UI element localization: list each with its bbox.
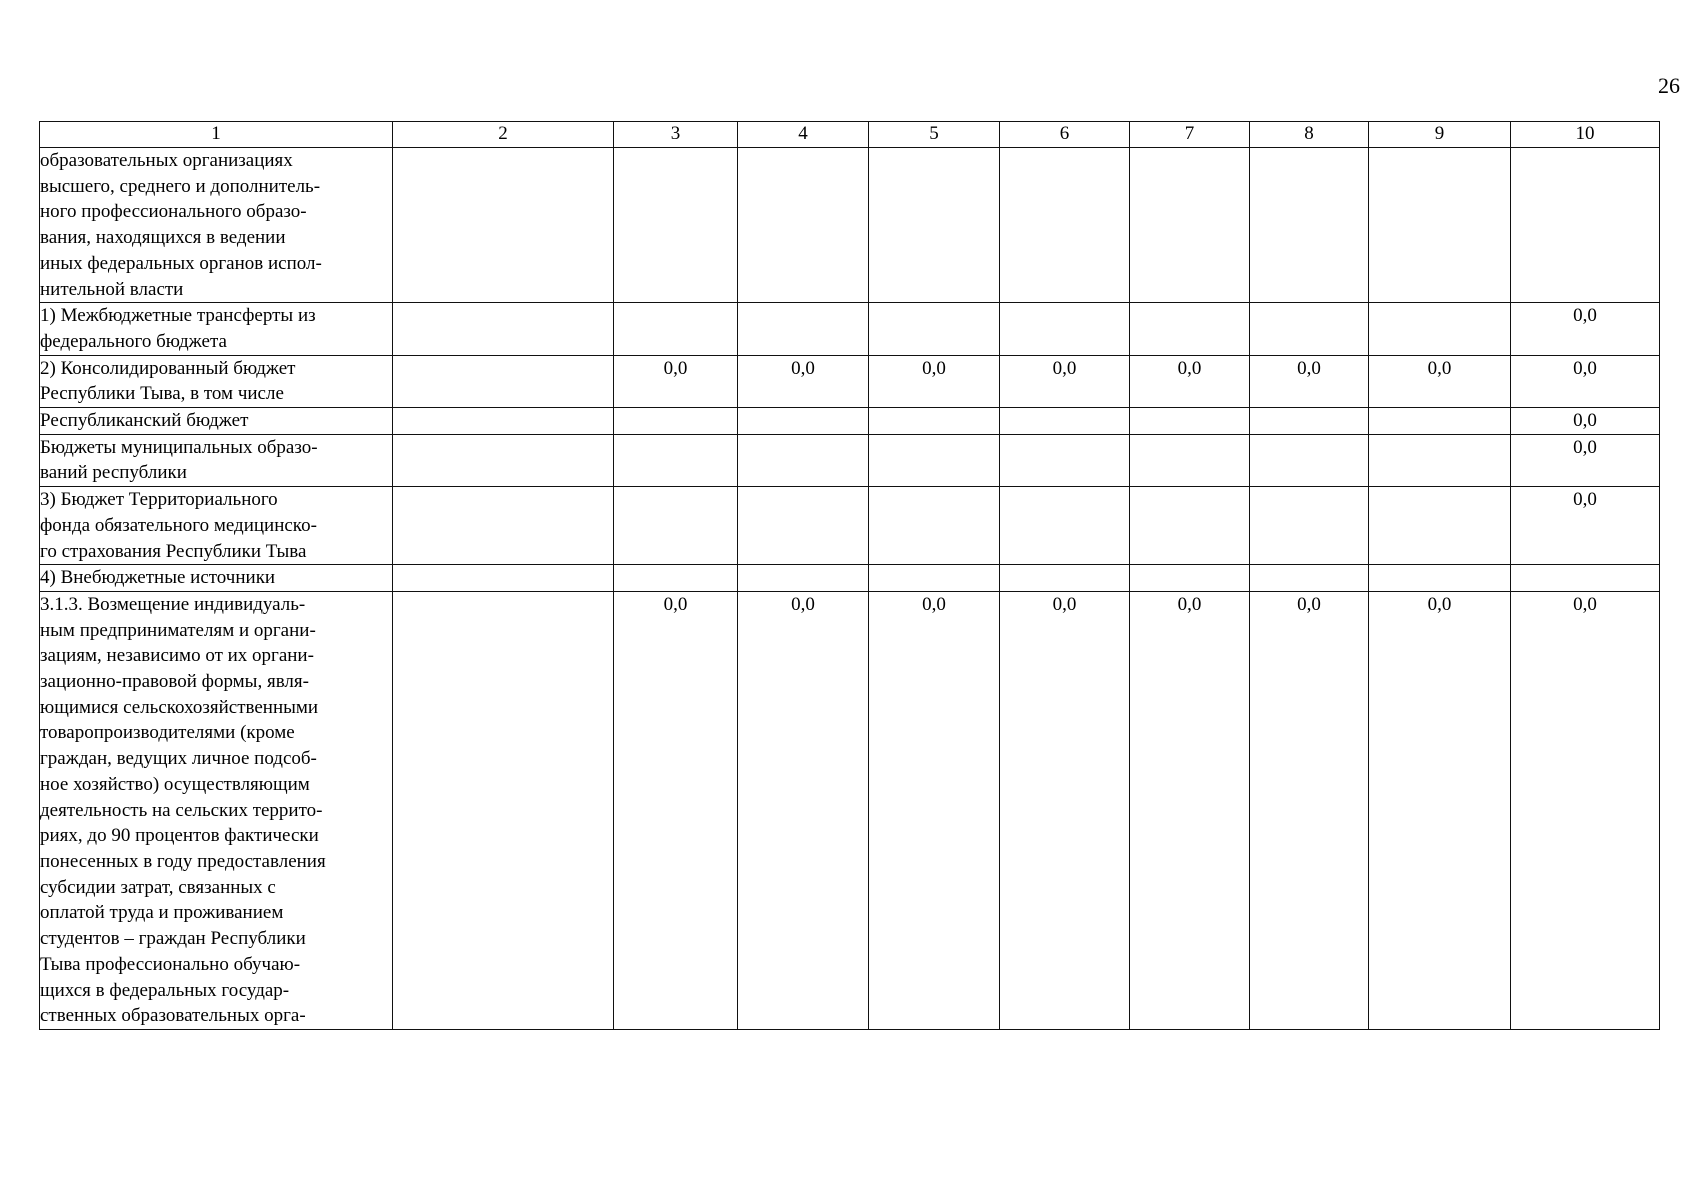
- row-value-cell: [1250, 303, 1369, 355]
- table-row: [40, 591, 1660, 1029]
- row-value-cell: [1130, 148, 1250, 303]
- row-value-cell: [1250, 487, 1369, 565]
- row-value-cell: [393, 434, 614, 486]
- table-row: [40, 408, 1660, 435]
- row-value-cell: [1000, 303, 1130, 355]
- row-value-cell: [614, 487, 738, 565]
- row-value-cell: [393, 408, 614, 435]
- row-value-cell: [869, 303, 1000, 355]
- table-row: [40, 565, 1660, 592]
- row-value-cell: [614, 408, 738, 435]
- row-value-cell: [738, 303, 869, 355]
- row-value-cell: [1511, 148, 1660, 303]
- table-row: [40, 434, 1660, 486]
- row-value-cell: [1369, 487, 1511, 565]
- row-value-cell: 0,0: [738, 355, 869, 407]
- row-description: образовательных организациях высшего, среднего и дополнитель- ного профессионального образо- вания, находящихся в ведении иных федеральных органов испол- нительной власти: [40, 148, 393, 303]
- budget-table: [39, 121, 1660, 1030]
- column-header: 10: [1511, 122, 1660, 148]
- row-value-cell: [1369, 408, 1511, 435]
- column-header: 2: [393, 122, 614, 148]
- row-value-cell: 0,0: [614, 355, 738, 407]
- row-value-cell: 0,0: [869, 355, 1000, 407]
- row-value-cell: [869, 408, 1000, 435]
- row-value-cell: [614, 148, 738, 303]
- column-header: 5: [869, 122, 1000, 148]
- row-value-cell: 0,0: [1511, 434, 1660, 486]
- column-header: 6: [1000, 122, 1130, 148]
- row-description: Бюджеты муниципальных образо- ваний республики: [40, 434, 393, 486]
- row-value-cell: 0,0: [1000, 591, 1130, 1029]
- row-value-cell: [1130, 434, 1250, 486]
- row-description: 3.1.3. Возмещение индивидуаль- ным предпринимателям и органи- зациям, независимо от их органи- зационно-правовой формы, явля- ющимися сельскохозяйственными товаропроизводителями (кроме граждан, ведущих личное подсоб- ное хозяйство) осуществляющим деятельность на сельских террито- риях, до 90 процентов фактически понесенных в году предоставления субсидии затрат, связанных с оплатой труда и проживанием студентов – граждан Республики Тыва профессионально обучаю- щихся в федеральных государ- ственных образовательных орга-: [40, 591, 393, 1029]
- row-value-cell: 0,0: [1130, 355, 1250, 407]
- table-row: [40, 303, 1660, 355]
- column-header: 9: [1369, 122, 1511, 148]
- row-value-cell: 0,0: [1511, 303, 1660, 355]
- table-header-row: [40, 122, 1660, 148]
- row-value-cell: 0,0: [1511, 591, 1660, 1029]
- row-value-cell: [1250, 148, 1369, 303]
- page-number: 26: [1658, 73, 1680, 98]
- row-value-cell: [738, 434, 869, 486]
- row-value-cell: [393, 565, 614, 592]
- row-value-cell: [869, 148, 1000, 303]
- row-value-cell: [738, 487, 869, 565]
- row-value-cell: [614, 434, 738, 486]
- row-value-cell: [869, 487, 1000, 565]
- row-description: 3) Бюджет Территориального фонда обязательного медицинско- го страхования Республики Тыва: [40, 487, 393, 565]
- table-row: [40, 148, 1660, 303]
- row-value-cell: [738, 148, 869, 303]
- row-description: Республиканский бюджет: [40, 408, 393, 435]
- row-value-cell: [1000, 148, 1130, 303]
- row-value-cell: [1130, 565, 1250, 592]
- row-value-cell: [1130, 487, 1250, 565]
- column-header: 8: [1250, 122, 1369, 148]
- row-value-cell: [393, 355, 614, 407]
- row-value-cell: 0,0: [614, 591, 738, 1029]
- row-value-cell: [1250, 565, 1369, 592]
- row-value-cell: [1000, 565, 1130, 592]
- row-value-cell: [1130, 303, 1250, 355]
- row-value-cell: 0,0: [1511, 487, 1660, 565]
- row-value-cell: [1250, 434, 1369, 486]
- row-value-cell: [1511, 565, 1660, 592]
- row-value-cell: [1000, 487, 1130, 565]
- row-value-cell: [614, 565, 738, 592]
- row-value-cell: 0,0: [1250, 591, 1369, 1029]
- row-value-cell: [393, 303, 614, 355]
- row-value-cell: [393, 591, 614, 1029]
- row-value-cell: [1369, 148, 1511, 303]
- row-value-cell: [1250, 408, 1369, 435]
- row-value-cell: 0,0: [738, 591, 869, 1029]
- row-value-cell: [1000, 434, 1130, 486]
- row-value-cell: 0,0: [1511, 355, 1660, 407]
- row-value-cell: [1000, 408, 1130, 435]
- column-header: 3: [614, 122, 738, 148]
- row-value-cell: 0,0: [869, 591, 1000, 1029]
- table-row: [40, 355, 1660, 407]
- row-description: 4) Внебюджетные источники: [40, 565, 393, 592]
- row-value-cell: [869, 565, 1000, 592]
- column-header: 1: [40, 122, 393, 148]
- row-value-cell: [1369, 303, 1511, 355]
- row-value-cell: [393, 148, 614, 303]
- row-value-cell: [1130, 408, 1250, 435]
- row-description: 1) Межбюджетные трансферты из федерального бюджета: [40, 303, 393, 355]
- column-header: 7: [1130, 122, 1250, 148]
- row-value-cell: 0,0: [1369, 591, 1511, 1029]
- row-value-cell: 0,0: [1369, 355, 1511, 407]
- column-header: 4: [738, 122, 869, 148]
- row-value-cell: 0,0: [1511, 408, 1660, 435]
- row-value-cell: [1369, 565, 1511, 592]
- row-value-cell: [869, 434, 1000, 486]
- row-value-cell: [393, 487, 614, 565]
- row-value-cell: 0,0: [1130, 591, 1250, 1029]
- row-value-cell: [738, 565, 869, 592]
- row-description: 2) Консолидированный бюджет Республики Тыва, в том числе: [40, 355, 393, 407]
- row-value-cell: [738, 408, 869, 435]
- row-value-cell: [1369, 434, 1511, 486]
- row-value-cell: 0,0: [1250, 355, 1369, 407]
- row-value-cell: [614, 303, 738, 355]
- table-row: [40, 487, 1660, 565]
- row-value-cell: 0,0: [1000, 355, 1130, 407]
